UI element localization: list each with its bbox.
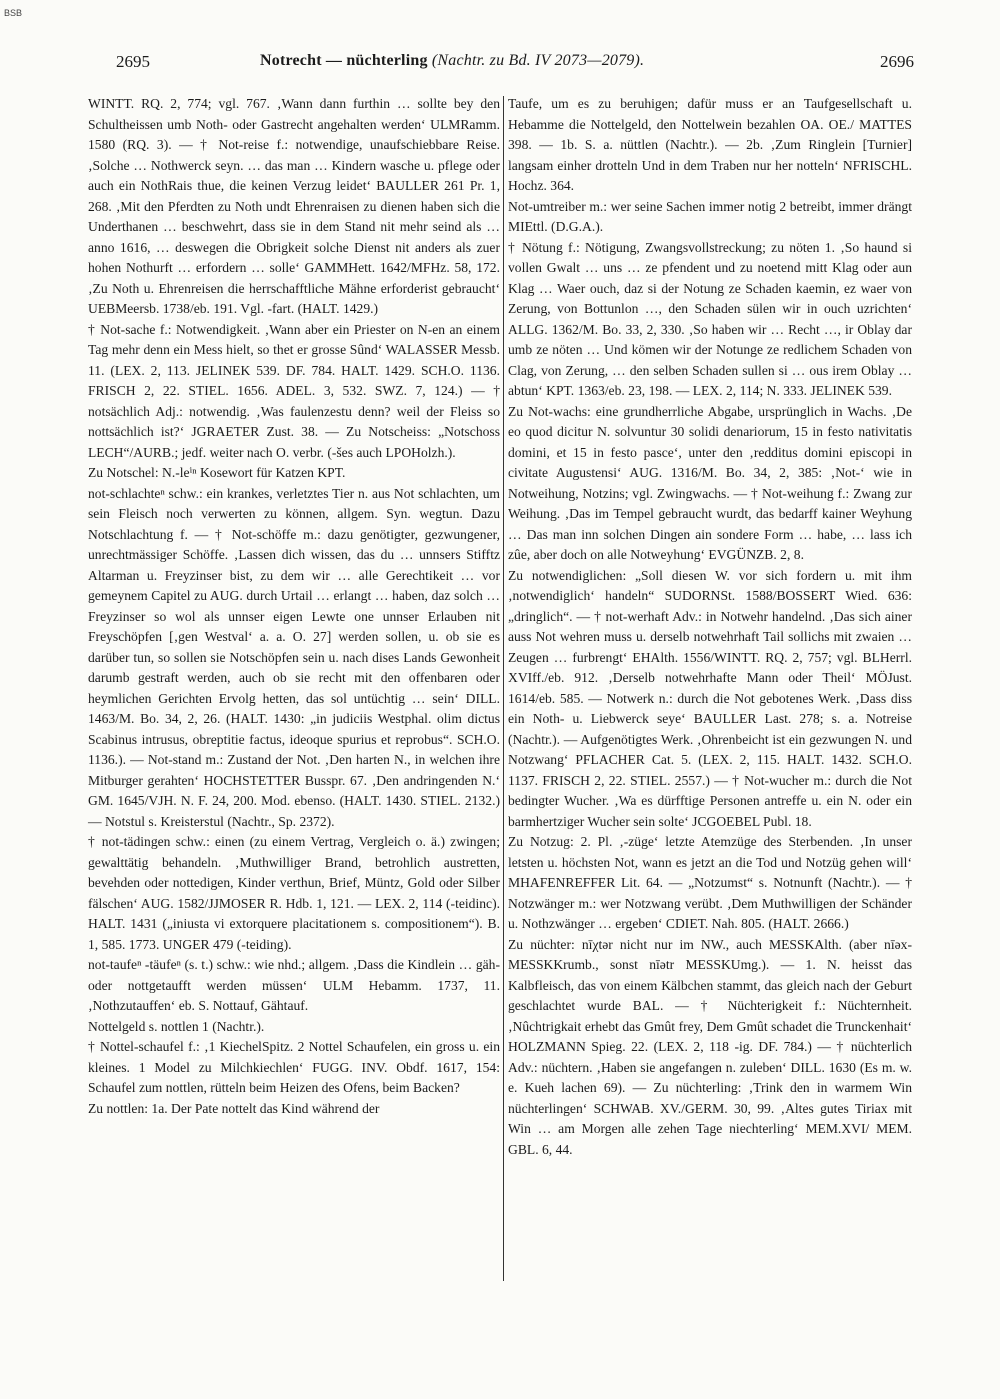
entry-paragraph: not-taufeⁿ -täufeⁿ (s. t.) schw.: wie nhd.; allgem. ‚Dass die Kindlein … gäh- oder nottgetaufft werden müssen‘ ULM Hebamm. 1737, 11. ‚Nothzutauffen‘ eb. S. Nottauf, Gähtauf. bbox=[88, 957, 500, 1013]
entry-paragraph: Zu notwendiglichen: „Soll diesen W. vor sich fordern u. mit ihm ‚notwendiglich‘ handeln“ SUDORNSt. 1588/BOSSERT Wied. 636: „dringlich“. — † not-werhaft Adv.: in Notwehr handelnd. ‚Das sich ainer auss Not wehren muss u. derselb notwehrhaft Tail sollichs mit zwaien … Zeugen … furbrengt‘ EHAlth. 1556/WINTT. RQ. 2, 757; vgl. BLHerrl. XVIff./eb. 912. ‚Derselb notwehrhafte Mann oder Theil‘ MÖJust. 1614/eb. 585. — Notwerk n.: durch die Not gebotenes Werk. ‚Dass diss ein Noth- u. Liebwerck seye‘ BAULLER Last. 278; s. a. Notreise (Nachtr.). — Aufgenötigtes Werk. ‚Ohrenbeicht ist ein gezwungen N. und Notzwang‘ PFLACHER Cat. 5. (LEX. 2, 115. HALT. 1432. SCH.O. 1137. FRISCH 2, 22. STIEL. 2557.) — † Not-wucher m.: durch die Not bedingter Wucher. ‚Wa es dürfftige Personen antreffe u. ein N. oder ein barmhertziger Wucher sein solte‘ JCGOEBEL Publ. 18. bbox=[508, 567, 912, 829]
entry-paragraph: Zu nüchter: nīχtər nicht nur im NW., auch MESSKAlth. (aber nīəx- MESSKKrumb., sonst nīətr MESSKUmg.). — 1. N. heisst das Kalbfleisch, das von einem Kälbchen stammt, das gleich nach der Geburt geschlachtet wurde BAL. — † Nüchterigkeit f.: Nüchternheit. ‚Nûchtrigkait erhebt das Gmût frey, Dem Gmût schadet die Trunckenhait‘ HOLZMANN Spieg. 22. (LEX. 2, 118 -ig. DF. 784.) — † nüchterlich Adv.: nüchtern. ‚Haben sie angefangen n. zuleben‘ DILL. 1630 (Es m. w. e. Kueh lachen 69). — Zu nüchterling: ‚Trink den in warmem Win nüchterlingen‘ SCHWAB. XV./GERM. 30, 99. ‚Altes gutes Tiriax mit Win … am Morgen alle zehen Tage niechterling‘ MEM.XVI/ MEM. GBL. 6, 44. bbox=[508, 936, 912, 1157]
entry-paragraph: † Nötung f.: Nötigung, Zwangsvollstreckung; zu nöten 1. ‚So haund si vollen Gwalt … uns … ze pfendent und zu noetend mitt Klag oder aun Klag … Waer ouch, daz si der Notung ze Schaden kaemin, ez waer von Zerung, von Bottunlon …, den Schaden sülen wir in ouch uzrichten‘ ALLG. 1362/M. Bo. 33, 2, 330. ‚So haben wir … Recht …, ir Oblay dar umb ze nöten … Und kömen wir der Notunge ze redlichem Schaden von Clag, von Zerung, … den selben Schaden sullen si … ous irem Oblay … abtun‘ KPT. 1363/eb. 23, 198. — LEX. 2, 114; N. 333. JELINEK 539. bbox=[508, 239, 912, 398]
running-head-note: (Nachtr. zu Bd. IV 2073—2079). bbox=[431, 52, 645, 69]
library-stamp: BSB bbox=[4, 8, 23, 18]
right-column bbox=[508, 94, 912, 1160]
entry-paragraph: Taufe, um es zu beruhigen; dafür muss er an Taufgesellschaft u. Hebamme die Nottelgeld, den Nottelwein bezahlen OA. OE./ MATTES 398. — 1b. S. a. nüttlen (Nachtr.). — 2b. ‚Zum Ringlein [Turnier] langsam einher drotteln Und in dem Traben nur her notteln‘ NFRISCHL. Hochz. 364. bbox=[508, 96, 912, 193]
column-divider bbox=[503, 96, 504, 1281]
entry-paragraph: † Nottel-schaufel f.: ‚1 KiechelSpitz. 2 Nottel Schaufelen, ein gross u. ein kleines. 1 Model zu Milchkiechlen‘ FUGG. INV. Obdf. 1617, 154: Schaufel zum nottlen, rütteln beim Heizen des Ofens, beim Backen? bbox=[88, 1039, 500, 1095]
entry-paragraph: Zu nottlen: 1a. Der Pate nottelt das Kind während der bbox=[88, 1100, 380, 1116]
entry-paragraph: † not-tädingen schw.: einen (zu einem Vertrag, Vergleich o. ä.) zwingen; gewalttätig behandeln. ‚Muthwilliger Brand, betrohlich austretten, bevehden oder nottedigen, Kinder verthun, Brief, Müntz, Gold oder Silber fälschen‘ AUG. 1582/JJMOSER R. Hdb. 1, 121. — LEX. 2, 114 (-teidinc). HALT. 1431 („iniusta vi extorquere placitationem s. compositionem“). B. 1, 585. 1773. UNGER 479 (-teiding). bbox=[88, 834, 500, 952]
entry-paragraph: Zu Not-wachs: eine grundherrliche Abgabe, ursprünglich in Wachs. ‚De eo quod dicitur N. solvuntur 30 solidi denariorum, 15 in festo nativitatis domini, et 15 in festo pasce‘, unter den ‚redditus domini episcopi in civitate Augustensi‘ AUG. 1316/M. Bo. 34, 2, 385: ‚Not-‘ wie in Notweihung, Notzins; vgl. Zwingwachs. — † Not-weihung f.: Zwang zur Weihung. ‚Das im Tempel gebraucht wurdt, das bedarff kainer Weyhung … Das man inn solchen Dingen ain sondere Form … habe, … lass ich zûe, aber doch on alle Notweyhung‘ EVGÜNZB. 2, 8. bbox=[508, 403, 912, 562]
entry-paragraph: † Not-sache f.: Notwendigkeit. ‚Wann aber ein Priester on N-en an einem Tag mehr denn ein Mess hielt, so thet er grosse Sûnd‘ WALASSER Messb. 11. (LEX. 2, 113. JELINEK 539. DF. 784. HALT. 1429. SCH.O. 1136. FRISCH 2, 22. STIEL. 1656. ADEL. 3, 532. SWZ. 7, 124.) — † notsächlich Adj.: notwendig. ‚Was faulenzestu denn? weil der Fleiss so nottsächlich ist?‘ JGRAETER Zust. 38. — Zu Notscheiss: „Notschoss LECH“/AURB.; jedf. weiter nach O. verbr. (-šes auch LPOHolzh.). bbox=[88, 321, 500, 460]
entry-paragraph: Nottelgeld s. nottlen 1 (Nachtr.). bbox=[88, 1018, 265, 1034]
page-number-right: 2696 bbox=[880, 52, 914, 71]
entry-paragraph: WINTT. RQ. 2, 774; vgl. 767. ‚Wann dann furthin … sollte bey den Schultheissen umb Noth- oder Gastrecht angehalten werden‘ ULMRamm. 1580 (RQ. 3). — † Not-reise f.: notwendige, unaufschiebbare Reise. ‚Solche … Nothwerck seyn. … das man … Kindern wasche u. pflege oder auch ein NothRais thue, die keinen Verzug leidet‘ BAULLER 261 Pr. 1, 268. ‚Mit den Pferdten zu Noth undt Ehrenraisen zu dienen haben sich die Underthanen … beschwehrt, dass sie in dem Stand nit mehr seind als … anno 1616, … deswegen die Obrigkeit solche Dienst nit anders als zuer hohen Nothurft … erfordern … solle‘ GAMMHett. 1642/MFHz. 58, 172. ‚Zu Noth u. Ehrenreisen die herrschafftliche Mähne erforderist gebraucht‘ UEBMeersb. 1738/eb. 191. Vgl. -fart. (HALT. 1429.) bbox=[88, 96, 500, 316]
running-head-title: Notrecht — nüchterling bbox=[260, 52, 428, 69]
page-number-left: 2695 bbox=[116, 52, 150, 71]
entry-paragraph: Not-umtreiber m.: wer seine Sachen immer notig 2 betreibt, immer drängt MIEttl. (D.G.A.). bbox=[508, 198, 912, 234]
page-header bbox=[0, 46, 1000, 78]
entry-paragraph: not-schlachteⁿ schw.: ein krankes, verletztes Tier n. aus Not schlachten, um sein Fleisch noch verwerten zu können, allgem. Syn. wegtun. Dazu Notschlachtung f. — † Not-schöffe m.: dazu genötigter, gezwungener, unrechtmässiger Schöffe. ‚Lassen dich wissen, das du … unnsers Stifftz Altarman u. Freyzinser bist, zu dem wir … alle Gerechtikeit … vor gemeynem Capitel zu AUG. durch Urtail … erlangt … haben, daz solch … Freyzinser so wol als unnser eigen Lewte one unnser Erlauben nit Freyschöpfen [‚gen Westval‘ a. a. O. 27] werden sollen, u. ob sie es darüber tun, so sollen sie Notschöpfen sein u. nach dises Lands Gewonheit darumb gestraft werden, auch ob sie recht mit den offenbaren oder heymlichen Gerichten Ervolg hetten, das sol untüchtig … sein‘ DILL. 1463/M. Bo. 34, 2, 26. (HALT. 1430: „in judiciis Westphal. olim dictus Scabinus intrusus, obreptitie factus, ideoque spurius et reprobus“. SCH.O. 1136.). — Not-stand m.: Zustand der Not. ‚Den harten N., in welchen ihre Mitburger gerahten‘ HOCHSTETTER Busspr. 67. ‚Den andringenden N.‘ GM. 1645/VJH. N. F. 24, 200. Mod. ebenso. (HALT. 1430. STIEL. 2132.) — Notstul s. Kreisterstul (Nachtr., Sp. 2372). bbox=[88, 485, 500, 829]
entry-paragraph: Zu Notschel: N.-leⁱⁿ Kosewort für Katzen KPT. bbox=[88, 465, 346, 480]
left-column bbox=[88, 94, 500, 1119]
entry-paragraph: Zu Notzug: 2. Pl. ‚-züge‘ letzte Atemzüge des Sterbenden. ‚In unser letsten u. höchsten Not, wann es jetzt an die Tod und Notzüg gehen will‘ MHAFENREFFER Lit. 64. — „Notzumst“ s. Notnunft (Nachtr.). — † Notzwänger m.: wer Notzwang verübt. ‚Dem Muthwilligen der Schänder u. Nothzwänger … ergeben‘ CDIET. Nah. 805. (HALT. 2666.) bbox=[508, 834, 912, 931]
running-head bbox=[260, 52, 644, 70]
